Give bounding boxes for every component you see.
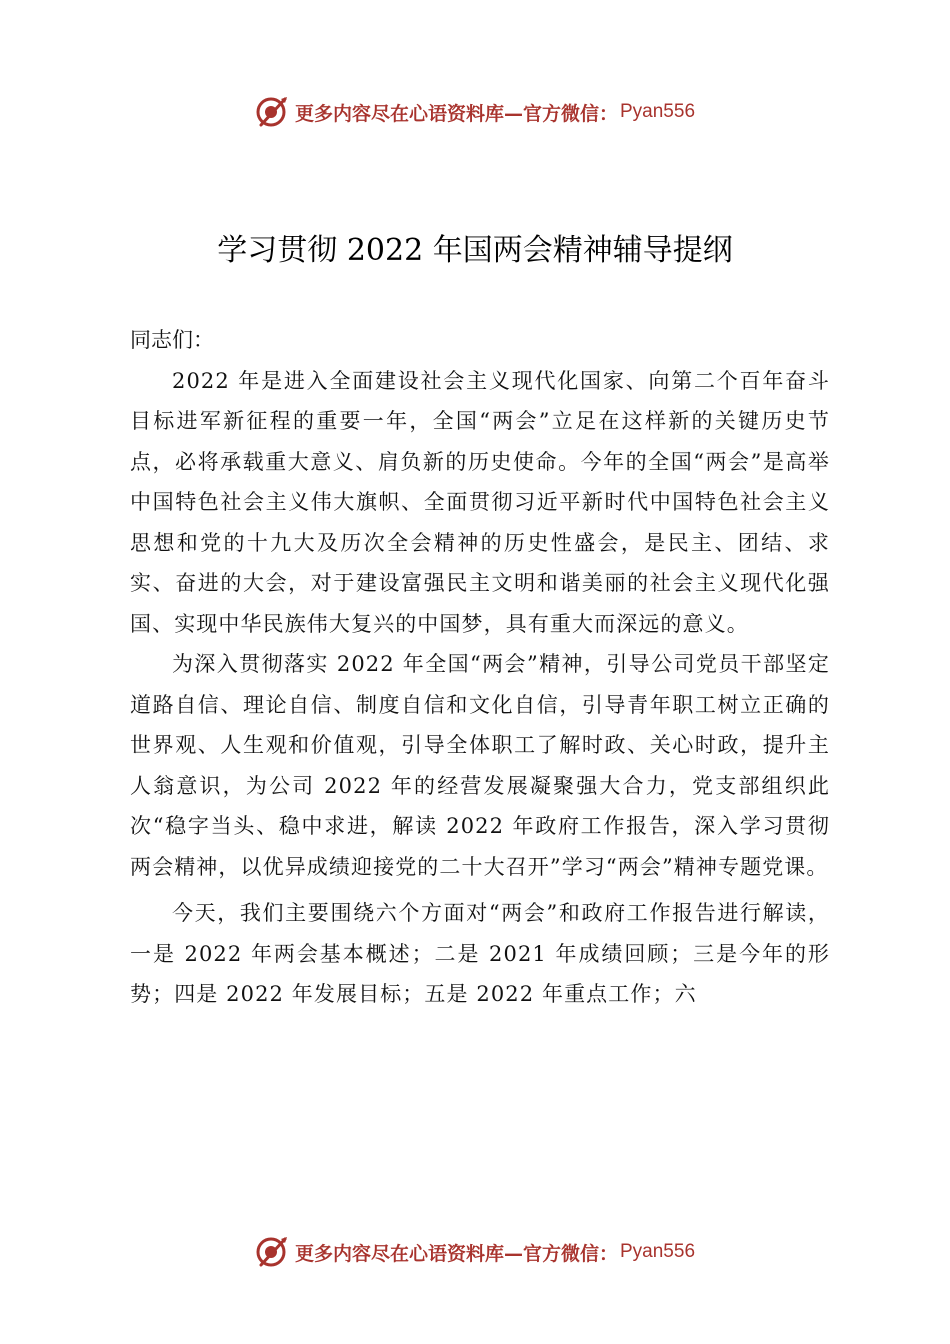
header-banner: [0, 92, 950, 132]
paragraph: 2022 年是进入全面建设社会主义现代化国家、向第二个百年奋斗目标进军新征程的重要一年，全国“两会”立足在这样新的关键历史节点，必将承载重大意义、肩负新的历史使命。今年的全国“两会”是高举中国特色社会主义伟大旗帜、全面贯彻习近平新时代中国特色社会主义思想和党的十九大及历次全会精神的历史性盛会，是民主、团结、求实、奋进的大会，对于建设富强民主文明和谐美丽的社会主义现代化强国、实现中华民族伟大复兴的中国梦，具有重大而深远的意义。: [130, 368, 830, 636]
brush-logo-icon: [255, 95, 289, 129]
banner-text: 更多内容尽在心语资料库—官方微信：: [294, 102, 618, 125]
paragraph: 今天，我们主要围绕六个方面对“两会”和政府工作报告进行解读，一是 2022 年两会基本概述；二是 2021 年成绩回顾；三是今年的形势；四是 2022 年发展目标；五是 2022 年重点工作；六: [130, 901, 830, 1006]
document-title: 学习贯彻 2022 年国两会精神辅导提纲: [217, 233, 733, 268]
wechat-id: Pyan556: [620, 1241, 696, 1262]
footer-banner: [0, 1232, 950, 1272]
paragraph: 为深入贯彻落实 2022 年全国“两会”精神，引导公司党员干部坚定道路自信、理论自信、制度自信和文化自信，引导青年职工树立正确的世界观、人生观和价值观，引导全体职工了解时政、关心时政，提升主人翁意识，为公司 2022 年的经营发展凝聚强大合力，党支部组织此次“稳字当头、稳中求进，解读 2022 年政府工作报告，深入学习贯彻两会精神，以优异成绩迎接党的二十大召开”学习“两会”精神专题党课。: [130, 652, 830, 879]
brush-logo-icon: [255, 1235, 289, 1269]
wechat-id: Pyan556: [620, 101, 696, 122]
salutation: 同志们：: [130, 328, 214, 352]
document-body: [130, 320, 830, 1015]
banner-text: 更多内容尽在心语资料库—官方微信：: [294, 1242, 618, 1265]
